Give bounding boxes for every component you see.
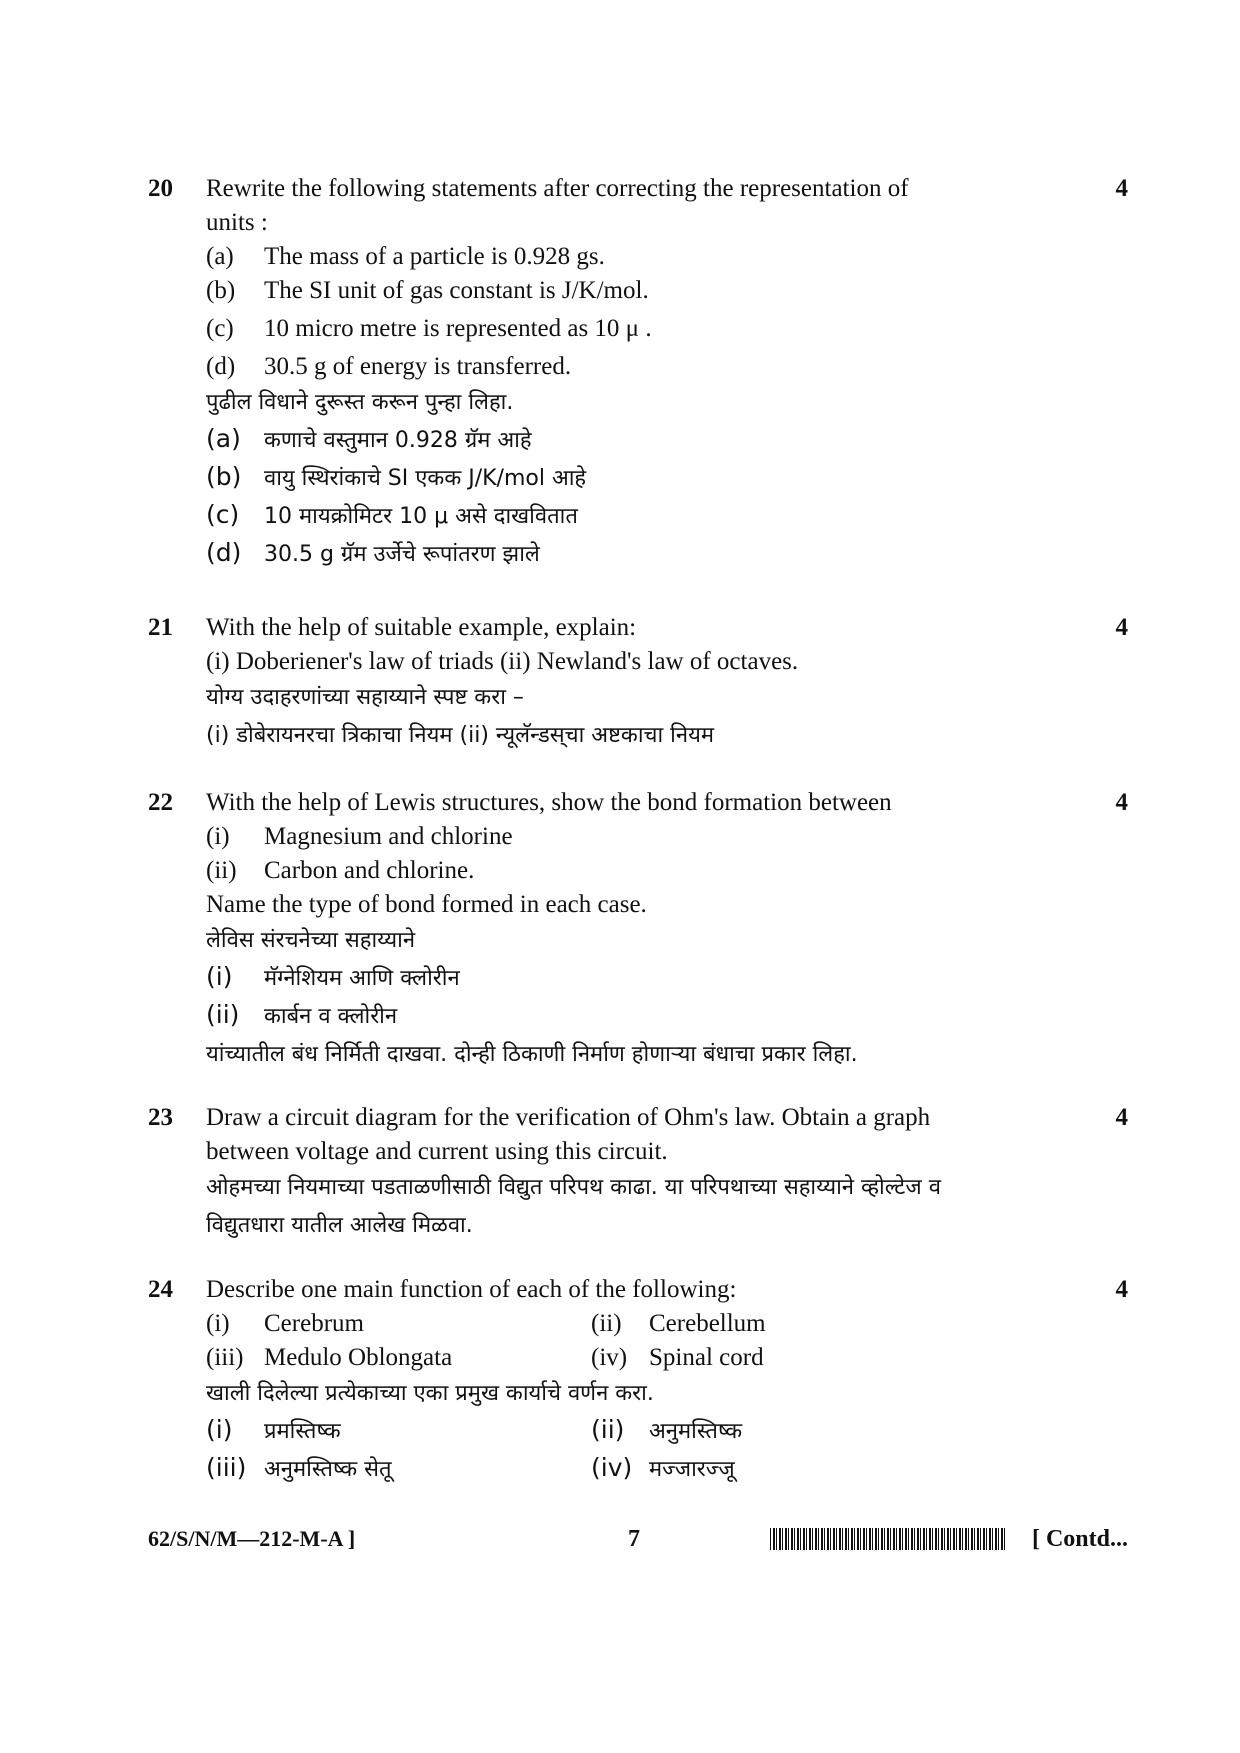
question-body [206,1101,1076,1245]
options-row-marathi [206,1413,1076,1451]
option-a [206,240,1076,274]
question-body [206,786,1076,1074]
question-text: between voltage and current using this circuit. [206,1138,668,1165]
page-number: 7 [628,1526,640,1552]
question-number: 23 [148,1104,173,1131]
option-ii [591,1307,976,1341]
options-row-marathi [206,1451,1076,1489]
option-label: (ii) [206,857,237,884]
question-text: Draw a circuit diagram for the verification of Ohm's law. Obtain a graph [206,1104,931,1131]
option-text: Cerebrum [264,1310,364,1337]
option-iv [591,1341,976,1375]
question-text: With the help of Lewis structures, show the bond formation between [206,789,892,816]
question-marks: 4 [1115,1276,1128,1303]
option-b-marathi [206,460,1076,498]
paper-code: 62/S/N/M—212-M-A ] [148,1526,356,1551]
option-label: (c) [206,315,234,342]
question-number: 20 [148,175,173,202]
question-marks: 4 [1115,1104,1128,1131]
question-body [206,611,1076,755]
options-row [206,1307,1076,1341]
option-text: 30.5 g of energy is transferred. [264,353,572,380]
option-text: प्रमस्तिष्क [264,1419,341,1444]
option-iv-marathi [591,1451,976,1489]
option-label: (ii) [206,1000,240,1029]
option-text: Spinal cord [649,1344,764,1371]
option-a-marathi [206,422,1076,460]
question-number: 24 [148,1276,173,1303]
question-text: (i) Doberiener's law of triads (ii) Newland's law of octaves. [206,648,799,675]
question-text: Rewrite the following statements after correcting the representation of [206,175,909,202]
question-text-marathi: लेविस संरचनेच्या सहाय्याने [206,928,416,953]
question-text-marathi: योग्य उदाहरणांच्या सहाय्याने स्पष्ट करा – [206,685,524,710]
option-text: मज्जारज्जू [649,1457,735,1482]
option-c-marathi [206,498,1076,536]
option-label: (iii) [206,1453,247,1482]
option-text: 30.5 g ग्रॅम उर्जेचे रूपांतरण झाले [264,542,540,567]
option-text: मॅग्नेशियम आणि क्लोरीन [264,966,460,991]
option-label: (i) [206,1310,230,1337]
option-label: (iii) [206,1344,244,1371]
option-iii-marathi [206,1451,591,1489]
option-text: Magnesium and chlorine [264,823,513,850]
option-text: वायु स्थिरांकाचे SI एकक J/K/mol आहे [264,466,587,491]
question-text: Describe one main function of each of the following: [206,1276,737,1303]
question-text-marathi: ओहमच्या नियमाच्या पडताळणीसाठी विद्युत परिपथ काढा. या परिपथाच्या सहाय्याने व्होल्टेज व [206,1175,941,1200]
option-i-marathi [206,1413,591,1451]
page-footer [148,1522,1128,1556]
question-body [206,1273,1076,1489]
option-i [206,1307,591,1341]
question-text: units : [206,209,268,236]
option-text: The SI unit of gas constant is J/K/mol. [264,277,649,304]
option-label: (a) [206,424,241,453]
option-iii [206,1341,591,1375]
option-text: 10 micro metre is represented as 10 μ . [264,315,652,342]
question-text-marathi: पुढील विधाने दुरूस्त करून पुन्हा लिहा. [206,390,514,415]
question-text-marathi: यांच्यातील बंध निर्मिती दाखवा. दोन्ही ठिकाणी निर्माण होणाऱ्या बंधाचा प्रकार लिहा. [206,1042,858,1067]
option-label: (i) [206,823,230,850]
question-text-marathi: खाली दिलेल्या प्रत्येकाच्या एका प्रमुख कार्याचे वर्णन करा. [206,1381,654,1406]
options-row [206,1341,1076,1375]
option-label: (iv) [591,1453,633,1482]
option-label: (c) [206,500,240,529]
option-label: (i) [206,962,233,991]
question-number: 21 [148,614,173,641]
barcode [770,1528,1005,1550]
option-text: Cerebellum [649,1310,766,1337]
option-text: The mass of a particle is 0.928 gs. [264,243,605,270]
option-label: (d) [206,353,236,380]
option-text: अनुमस्तिष्क सेतू [264,1457,392,1482]
question-marks: 4 [1115,789,1128,816]
option-text: कणाचे वस्तुमान 0.928 ग्रॅम आहे [264,428,532,453]
continued-label: [ Contd... [1031,1526,1128,1552]
option-label: (i) [206,1415,233,1444]
question-text-marathi: (i) डोबेरायनरचा त्रिकाचा नियम (ii) न्यूलॅन्डस्‌चा अष्टकाचा नियम [206,723,715,748]
question-text: Name the type of bond formed in each case. [206,891,647,918]
question-text-marathi: विद्युतधारा यातील आलेख मिळवा. [206,1213,473,1238]
question-text: With the help of suitable example, explain: [206,614,637,641]
option-i [206,820,1076,854]
option-d [206,350,1076,384]
option-ii-marathi [206,998,1076,1036]
option-label: (b) [206,277,236,304]
option-ii-marathi [591,1413,976,1451]
option-ii [206,854,1076,888]
option-label: (d) [206,538,242,567]
question-body [206,172,1076,574]
option-label: (iv) [591,1344,628,1371]
question-number: 22 [148,789,173,816]
option-label: (ii) [591,1415,625,1444]
option-label: (b) [206,462,242,491]
option-i-marathi [206,960,1076,998]
option-c [206,312,1076,346]
option-text: 10 मायक्रोमिटर 10 μ असे दाखवितात [264,504,578,529]
option-b [206,274,1076,308]
option-text: कार्बन व क्लोरीन [264,1004,398,1029]
question-marks: 4 [1115,175,1128,202]
option-text: अनुमस्तिष्क [649,1419,743,1444]
option-label: (a) [206,243,234,270]
option-label: (ii) [591,1310,622,1337]
option-text: Medulo Oblongata [264,1344,453,1371]
option-d-marathi [206,536,1076,574]
question-marks: 4 [1115,614,1128,641]
option-text: Carbon and chlorine. [264,857,475,884]
